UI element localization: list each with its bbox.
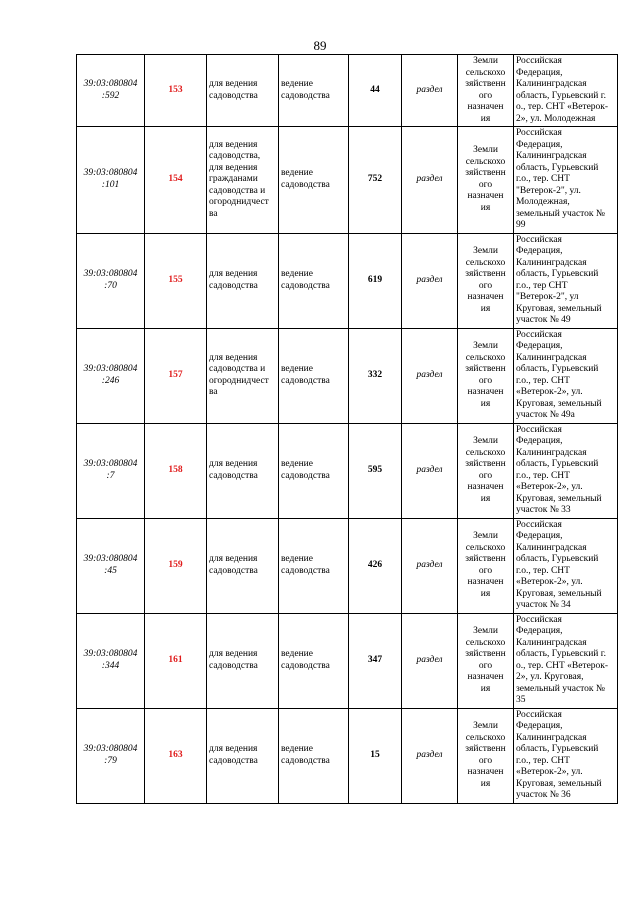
land-category-line: ого: [478, 755, 493, 766]
address-line: область, Гурьевский: [516, 364, 599, 374]
cadastral-number-cell: [77, 708, 145, 803]
land-category-line: ия: [480, 398, 491, 409]
land-category-line: назначен: [467, 387, 504, 397]
land-category-line: сельскохо: [465, 447, 506, 458]
permitted-use-cell: [207, 423, 279, 518]
land-category-line: сельскохо: [465, 257, 506, 268]
land-category-line: ого: [478, 280, 493, 291]
address-line: Российская: [516, 709, 562, 720]
address-line: г.о., тер. СНТ: [516, 174, 570, 184]
address-line: Круговая, земельный: [516, 588, 602, 599]
use-type-cell: ведение садоводства: [279, 55, 349, 127]
address-line: Российская: [516, 128, 562, 138]
land-category-cell: [458, 55, 514, 127]
permitted-use-line: ва: [209, 387, 218, 397]
address-line: Российская: [516, 424, 562, 435]
land-category-line: назначен: [467, 191, 504, 202]
cadastral-number-cell: [77, 127, 145, 234]
land-category-line: назначен: [467, 102, 504, 112]
land-category-cell: [458, 127, 514, 234]
land-category-line: Земли: [473, 341, 498, 351]
operation-type-cell: раздел: [402, 518, 458, 613]
land-category-line: зяйственн: [465, 364, 506, 374]
area-cell: 752: [349, 127, 402, 234]
land-category-line: ия: [480, 683, 491, 694]
cadastral-number-cell: [77, 613, 145, 708]
permitted-use-line: для ведения: [209, 554, 258, 564]
land-category-line: Земли: [473, 246, 498, 256]
land-category-line: ого: [478, 375, 493, 386]
land-category-line: Земли: [473, 145, 498, 156]
address-line: г.о., тер. СНТ: [516, 375, 570, 386]
area-cell: 595: [349, 423, 402, 518]
address-line: область, Гурьевский г.: [516, 649, 606, 659]
permitted-use-line: огороднидчест: [209, 375, 269, 386]
item-number-cell: 159: [145, 518, 207, 613]
permitted-use-line: садоводства: [209, 470, 258, 481]
address-line: область, Гурьевский: [516, 554, 599, 564]
land-category-line: ия: [480, 303, 491, 314]
land-category-line: ого: [478, 179, 493, 190]
address-line: участок № 49а: [516, 410, 575, 420]
table-row: [77, 233, 618, 328]
page-number: 89: [313, 38, 327, 53]
address-line: область, Гурьевский: [516, 162, 599, 173]
land-category-line: сельскохо: [465, 637, 506, 648]
land-category-line: сельскохо: [465, 352, 506, 363]
cadastral-number-line: :7: [106, 470, 115, 481]
land-category-line: зяйственн: [465, 554, 506, 564]
land-category-line: сельскохо: [465, 156, 506, 167]
address-cell: [514, 423, 618, 518]
address-line: Калининградская: [516, 732, 587, 743]
cadastral-number-line: 39:03:080804: [83, 269, 138, 279]
permitted-use-line: садоводства: [209, 90, 258, 101]
cadastral-number-cell: [77, 233, 145, 328]
address-line: Российская: [516, 56, 562, 66]
address-line: Круговая, земельный: [516, 493, 602, 504]
land-category-line: ия: [480, 588, 491, 599]
area-cell: 15: [349, 708, 402, 803]
address-cell: [514, 127, 618, 234]
cadastral-number-line: 39:03:080804: [83, 168, 138, 179]
address-line: земельный участок №: [516, 683, 605, 694]
operation-type-cell: раздел: [402, 127, 458, 234]
land-category-line: зяйственн: [465, 649, 506, 659]
address-line: Федерация,: [516, 67, 563, 78]
permitted-use-line: для ведения: [209, 649, 258, 659]
item-number-cell: 157: [145, 328, 207, 423]
land-category-line: сельскохо: [465, 542, 506, 553]
permitted-use-cell: [207, 613, 279, 708]
land-category-line: ия: [480, 113, 491, 124]
land-category-line: Земли: [473, 436, 498, 446]
permitted-use-cell: [207, 708, 279, 803]
permitted-use-line: садоводства: [209, 755, 258, 766]
address-cell: [514, 328, 618, 423]
address-cell: [514, 55, 618, 127]
table-row: [77, 613, 618, 708]
permitted-use-line: для ведения: [209, 162, 258, 173]
item-number-cell: 154: [145, 127, 207, 234]
address-line: Федерация,: [516, 246, 563, 256]
item-number-cell: 158: [145, 423, 207, 518]
area-cell: 347: [349, 613, 402, 708]
address-line: г.о., тер. СНТ: [516, 470, 570, 481]
address-line: Молодежная,: [516, 197, 570, 207]
address-cell: [514, 233, 618, 328]
address-line: Калининградская: [516, 637, 587, 648]
cadastral-number-line: 39:03:080804: [83, 79, 138, 89]
land-category-line: Земли: [473, 531, 498, 541]
cadastral-number-line: :246: [101, 375, 120, 386]
address-line: г.о., тер СНТ: [516, 280, 568, 291]
address-line: Калининградская: [516, 257, 587, 268]
address-line: «Ветерок-2», ул.: [516, 387, 583, 397]
address-line: Калининградская: [516, 542, 587, 553]
item-number-cell: 155: [145, 233, 207, 328]
cadastral-number-cell: [77, 328, 145, 423]
address-line: "Ветерок-2", ул.: [516, 185, 581, 196]
permitted-use-line: для ведения: [209, 744, 258, 754]
land-plot-table: [76, 54, 618, 804]
address-line: участок № 33: [516, 505, 571, 515]
address-line: земельный участок №: [516, 208, 605, 219]
address-line: Федерация,: [516, 436, 563, 446]
land-category-line: ого: [478, 470, 493, 481]
permitted-use-line: садоводства,: [209, 151, 261, 161]
address-line: Федерация,: [516, 626, 563, 636]
address-line: «Ветерок-2», ул.: [516, 482, 583, 492]
use-type-cell: ведение садоводства: [279, 518, 349, 613]
table-row: [77, 423, 618, 518]
area-cell: 426: [349, 518, 402, 613]
permitted-use-line: для ведения: [209, 79, 258, 89]
address-line: 2», ул. Круговая,: [516, 672, 584, 682]
land-category-line: назначен: [467, 672, 504, 682]
land-category-line: Земли: [473, 721, 498, 731]
land-category-line: зяйственн: [465, 79, 506, 89]
land-category-cell: [458, 328, 514, 423]
cadastral-number-line: :70: [104, 280, 117, 291]
permitted-use-line: садоводства: [209, 565, 258, 576]
land-category-line: ого: [478, 90, 493, 101]
address-line: область, Гурьевский: [516, 744, 599, 754]
land-category-cell: [458, 708, 514, 803]
address-line: 99: [516, 220, 526, 230]
permitted-use-cell: [207, 127, 279, 234]
address-line: "Ветерок-2", ул: [516, 292, 579, 302]
address-line: о., тер. СНТ «Ветерок-: [516, 102, 609, 112]
use-type-cell: ведение садоводства: [279, 233, 349, 328]
land-category-line: назначен: [467, 767, 504, 777]
address-cell: [514, 518, 618, 613]
address-line: Федерация,: [516, 341, 563, 351]
operation-type-cell: раздел: [402, 233, 458, 328]
address-line: Российская: [516, 519, 562, 530]
use-type-cell: ведение садоводства: [279, 127, 349, 234]
area-cell: 332: [349, 328, 402, 423]
address-cell: [514, 708, 618, 803]
cadastral-number-cell: [77, 423, 145, 518]
permitted-use-line: садоводства и: [209, 185, 266, 196]
address-line: 35: [516, 695, 526, 705]
land-category-line: назначен: [467, 482, 504, 492]
land-category-line: ого: [478, 565, 493, 576]
address-line: Федерация,: [516, 139, 563, 150]
land-category-line: ия: [480, 202, 491, 213]
address-line: участок № 36: [516, 790, 571, 800]
address-line: «Ветерок-2», ул.: [516, 767, 583, 777]
address-line: Калининградская: [516, 352, 587, 363]
address-line: г.о., тер. СНТ: [516, 565, 570, 576]
address-line: область, Гурьевский г.: [516, 90, 606, 101]
land-category-line: назначен: [467, 577, 504, 587]
permitted-use-line: садоводства: [209, 660, 258, 671]
operation-type-cell: раздел: [402, 423, 458, 518]
permitted-use-cell: [207, 233, 279, 328]
permitted-use-line: ва: [209, 208, 218, 219]
address-line: Федерация,: [516, 531, 563, 541]
address-line: область, Гурьевский: [516, 459, 599, 469]
permitted-use-line: для ведения: [209, 459, 258, 469]
item-number-cell: 163: [145, 708, 207, 803]
address-line: Круговая, земельный: [516, 303, 602, 314]
table-row: [77, 55, 618, 127]
operation-type-cell: раздел: [402, 55, 458, 127]
permitted-use-line: огороднидчест: [209, 197, 269, 207]
address-line: участок № 34: [516, 600, 571, 610]
address-cell: [514, 613, 618, 708]
land-category-line: Земли: [473, 56, 498, 66]
cadastral-number-cell: [77, 518, 145, 613]
address-line: Российская: [516, 614, 562, 625]
land-category-line: зяйственн: [465, 168, 506, 179]
permitted-use-line: для ведения: [209, 269, 258, 279]
land-category-line: ия: [480, 493, 491, 504]
permitted-use-cell: [207, 328, 279, 423]
address-line: Калининградская: [516, 151, 587, 161]
cadastral-number-line: 39:03:080804: [83, 364, 138, 374]
address-line: Федерация,: [516, 721, 563, 731]
land-category-line: ия: [480, 778, 491, 789]
cadastral-number-line: 39:03:080804: [83, 459, 138, 469]
address-line: Российская: [516, 329, 562, 340]
use-type-cell: ведение садоводства: [279, 708, 349, 803]
address-line: Круговая, земельный: [516, 398, 602, 409]
cadastral-number-line: :45: [104, 565, 117, 576]
table-row: [77, 708, 618, 803]
address-line: Калининградская: [516, 447, 587, 458]
address-line: участок № 49: [516, 315, 571, 325]
permitted-use-line: для ведения: [209, 139, 258, 150]
cadastral-number-line: :344: [101, 660, 120, 671]
permitted-use-line: садоводства: [209, 280, 258, 291]
address-line: г.о., тер. СНТ: [516, 755, 570, 766]
cadastral-number-line: 39:03:080804: [83, 649, 138, 659]
cadastral-number-line: :101: [101, 179, 120, 190]
use-type-cell: ведение садоводства: [279, 328, 349, 423]
item-number-cell: 153: [145, 55, 207, 127]
land-category-cell: [458, 613, 514, 708]
cadastral-number-cell: [77, 55, 145, 127]
address-line: область, Гурьевский: [516, 269, 599, 279]
use-type-cell: ведение садоводства: [279, 613, 349, 708]
land-category-line: зяйственн: [465, 269, 506, 279]
area-cell: 44: [349, 55, 402, 127]
use-type-cell: ведение садоводства: [279, 423, 349, 518]
permitted-use-cell: [207, 518, 279, 613]
address-line: Российская: [516, 234, 562, 245]
table-row: [77, 518, 618, 613]
cadastral-number-line: 39:03:080804: [83, 744, 138, 754]
land-category-cell: [458, 423, 514, 518]
land-category-line: Земли: [473, 626, 498, 636]
address-line: о., тер. СНТ «Ветерок-: [516, 660, 609, 671]
cadastral-number-line: :79: [104, 755, 117, 766]
land-category-line: назначен: [467, 292, 504, 302]
permitted-use-line: садоводства и: [209, 364, 266, 374]
cadastral-number-line: 39:03:080804: [83, 554, 138, 564]
area-cell: 619: [349, 233, 402, 328]
land-category-line: сельскохо: [465, 67, 506, 78]
table-row: [77, 328, 618, 423]
table-row: [77, 127, 618, 234]
land-category-line: зяйственн: [465, 744, 506, 754]
address-line: Круговая, земельный: [516, 778, 602, 789]
operation-type-cell: раздел: [402, 708, 458, 803]
address-line: «Ветерок-2», ул.: [516, 577, 583, 587]
permitted-use-line: для ведения: [209, 352, 258, 363]
item-number-cell: 161: [145, 613, 207, 708]
land-category-line: зяйственн: [465, 459, 506, 469]
cadastral-number-line: :592: [101, 90, 120, 101]
operation-type-cell: раздел: [402, 613, 458, 708]
land-category-line: сельскохо: [465, 732, 506, 743]
land-category-cell: [458, 233, 514, 328]
land-category-line: ого: [478, 660, 493, 671]
land-category-cell: [458, 518, 514, 613]
table-body: [77, 55, 618, 804]
permitted-use-cell: [207, 55, 279, 127]
address-line: 2», ул. Молодежная: [516, 113, 596, 124]
address-line: Калининградская: [516, 79, 587, 89]
permitted-use-line: гражданами: [209, 174, 258, 184]
operation-type-cell: раздел: [402, 328, 458, 423]
